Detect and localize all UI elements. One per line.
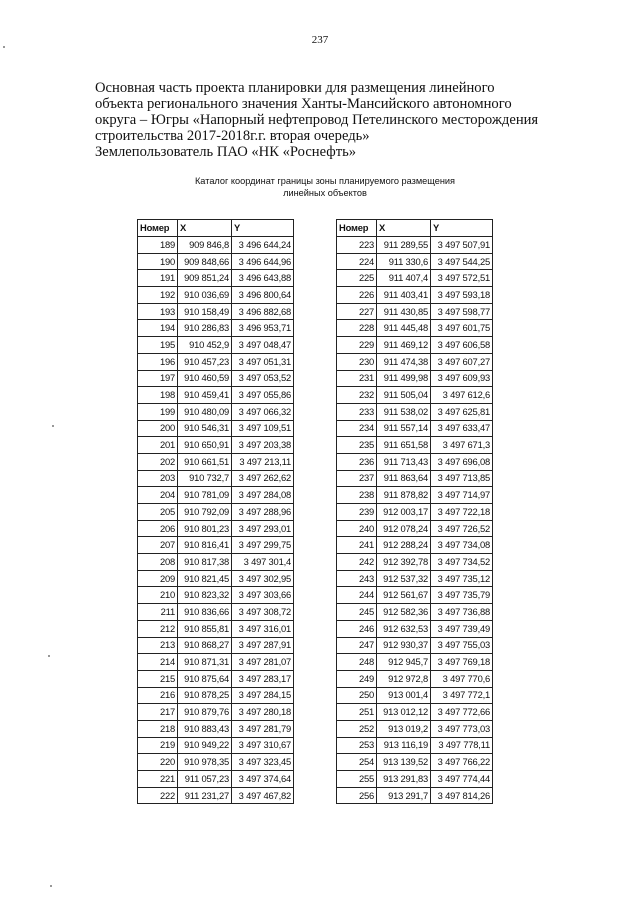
cell-y: 3 497 734,52: [431, 554, 493, 571]
cell-y: 3 497 625,81: [431, 403, 493, 420]
cell-x: 910 661,51: [178, 453, 232, 470]
table-row: [337, 370, 493, 387]
cell-x: 912 537,32: [377, 570, 431, 587]
cell-number: 199: [138, 403, 178, 420]
cell-y: 3 497 609,93: [431, 370, 493, 387]
table-row: [337, 320, 493, 337]
page-number: 237: [311, 34, 329, 46]
cell-x: 911 430,85: [377, 303, 431, 320]
cell-x: 910 949,22: [178, 737, 232, 754]
table-body-left: [138, 237, 294, 804]
cell-y: 3 497 735,79: [431, 587, 493, 604]
scan-speck: [3, 46, 5, 48]
cell-x: 911 505,04: [377, 387, 431, 404]
cell-y: 3 497 772,66: [431, 704, 493, 721]
table-row: [138, 654, 294, 671]
table-row: [337, 787, 493, 804]
table-header-row: [337, 220, 493, 237]
cell-y: 3 497 713,85: [431, 470, 493, 487]
cell-x: 910 459,41: [178, 387, 232, 404]
table-row: [337, 620, 493, 637]
cell-x: 910 546,31: [178, 420, 232, 437]
cell-x: 909 851,24: [178, 270, 232, 287]
cell-y: 3 497 374,64: [232, 771, 294, 788]
cell-y: 3 497 726,52: [431, 520, 493, 537]
cell-x: 913 012,12: [377, 704, 431, 721]
column-header-x: X: [377, 220, 431, 237]
coordinates-table-right: [336, 219, 493, 804]
table-row: [337, 704, 493, 721]
cell-x: 912 972,8: [377, 670, 431, 687]
cell-y: 3 497 281,07: [232, 654, 294, 671]
cell-y: 3 496 644,24: [232, 237, 294, 254]
table-row: [337, 487, 493, 504]
table-row: [138, 637, 294, 654]
table-row: [138, 270, 294, 287]
cell-y: 3 497 769,18: [431, 654, 493, 671]
cell-number: 223: [337, 237, 377, 254]
cell-x: 910 650,91: [178, 437, 232, 454]
cell-number: 232: [337, 387, 377, 404]
cell-y: 3 497 696,08: [431, 453, 493, 470]
cell-x: 910 817,38: [178, 554, 232, 571]
cell-x: 912 632,53: [377, 620, 431, 637]
cell-y: 3 497 299,75: [232, 537, 294, 554]
cell-x: 910 823,32: [178, 587, 232, 604]
column-header-number: Номер: [337, 220, 377, 237]
cell-number: 249: [337, 670, 377, 687]
cell-number: 253: [337, 737, 377, 754]
cell-x: 911 403,41: [377, 287, 431, 304]
cell-x: 913 139,52: [377, 754, 431, 771]
scan-speck: [50, 885, 52, 887]
cell-number: 254: [337, 754, 377, 771]
cell-y: 3 497 281,79: [232, 720, 294, 737]
table-body-right: [337, 237, 493, 804]
cell-number: 212: [138, 620, 178, 637]
scan-speck: [48, 655, 50, 657]
cell-x: 911 474,38: [377, 353, 431, 370]
table-row: [138, 403, 294, 420]
table-row: [138, 687, 294, 704]
cell-number: 233: [337, 403, 377, 420]
cell-number: 229: [337, 337, 377, 354]
cell-number: 213: [138, 637, 178, 654]
cell-number: 203: [138, 470, 178, 487]
table-row: [337, 737, 493, 754]
table-row: [337, 403, 493, 420]
cell-x: 911 651,58: [377, 437, 431, 454]
cell-number: 200: [138, 420, 178, 437]
column-header-y: Y: [431, 220, 493, 237]
table-row: [337, 504, 493, 521]
cell-y: 3 496 882,68: [232, 303, 294, 320]
cell-x: 911 057,23: [178, 771, 232, 788]
table-row: [138, 320, 294, 337]
cell-y: 3 497 055,86: [232, 387, 294, 404]
cell-y: 3 497 544,25: [431, 253, 493, 270]
cell-y: 3 497 772,1: [431, 687, 493, 704]
cell-x: 912 945,7: [377, 654, 431, 671]
cell-x: 910 781,09: [178, 487, 232, 504]
column-header-number: Номер: [138, 220, 178, 237]
cell-x: 911 469,12: [377, 337, 431, 354]
cell-number: 239: [337, 504, 377, 521]
column-header-y: Y: [232, 220, 294, 237]
cell-x: 912 392,78: [377, 554, 431, 571]
cell-x: 911 289,55: [377, 237, 431, 254]
cell-number: 221: [138, 771, 178, 788]
table-row: [138, 754, 294, 771]
cell-x: 911 330,6: [377, 253, 431, 270]
cell-y: 3 497 302,95: [232, 570, 294, 587]
cell-number: 241: [337, 537, 377, 554]
cell-y: 3 497 048,47: [232, 337, 294, 354]
table-row: [138, 470, 294, 487]
cell-y: 3 497 814,26: [431, 787, 493, 804]
cell-y: 3 497 066,32: [232, 403, 294, 420]
cell-number: 255: [337, 771, 377, 788]
table-row: [138, 337, 294, 354]
table-row: [337, 287, 493, 304]
heading-line: округа – Югры «Напорный нефтепровод Петелинского месторождения: [95, 112, 539, 128]
cell-number: 222: [138, 787, 178, 804]
cell-number: 252: [337, 720, 377, 737]
cell-x: 910 871,31: [178, 654, 232, 671]
table-row: [138, 787, 294, 804]
cell-x: 912 561,67: [377, 587, 431, 604]
cell-number: 216: [138, 687, 178, 704]
table-row: [138, 253, 294, 270]
cell-number: 237: [337, 470, 377, 487]
cell-x: 911 499,98: [377, 370, 431, 387]
table-row: [337, 437, 493, 454]
cell-number: 193: [138, 303, 178, 320]
table-row: [138, 720, 294, 737]
cell-x: 911 407,4: [377, 270, 431, 287]
cell-number: 248: [337, 654, 377, 671]
cell-y: 3 497 773,03: [431, 720, 493, 737]
table-row: [337, 654, 493, 671]
table-row: [138, 554, 294, 571]
cell-x: 911 445,48: [377, 320, 431, 337]
cell-x: 913 291,83: [377, 771, 431, 788]
cell-number: 250: [337, 687, 377, 704]
table-row: [138, 704, 294, 721]
cell-number: 243: [337, 570, 377, 587]
catalog-title-line: линейных объектов: [283, 188, 367, 198]
cell-number: 192: [138, 287, 178, 304]
cell-number: 210: [138, 587, 178, 604]
cell-y: 3 497 301,4: [232, 554, 294, 571]
document-heading: [95, 80, 565, 160]
cell-number: 205: [138, 504, 178, 521]
cell-y: 3 497 109,51: [232, 420, 294, 437]
table-row: [337, 453, 493, 470]
cell-x: 910 286,83: [178, 320, 232, 337]
coordinates-table-left: [137, 219, 294, 804]
table-row: [337, 637, 493, 654]
cell-y: 3 496 644,96: [232, 253, 294, 270]
cell-x: 910 879,76: [178, 704, 232, 721]
table-row: [337, 337, 493, 354]
cell-y: 3 497 284,08: [232, 487, 294, 504]
table-row: [138, 537, 294, 554]
cell-number: 227: [337, 303, 377, 320]
table-row: [337, 237, 493, 254]
cell-number: 204: [138, 487, 178, 504]
cell-x: 910 452,9: [178, 337, 232, 354]
cell-y: 3 497 308,72: [232, 604, 294, 621]
cell-x: 910 801,23: [178, 520, 232, 537]
cell-number: 228: [337, 320, 377, 337]
table-row: [337, 537, 493, 554]
cell-x: 910 816,41: [178, 537, 232, 554]
table-row: [138, 604, 294, 621]
table-row: [138, 504, 294, 521]
table-row: [337, 670, 493, 687]
cell-number: 197: [138, 370, 178, 387]
cell-y: 3 497 607,27: [431, 353, 493, 370]
cell-y: 3 497 601,75: [431, 320, 493, 337]
cell-y: 3 496 643,88: [232, 270, 294, 287]
cell-number: 207: [138, 537, 178, 554]
table-row: [138, 520, 294, 537]
cell-y: 3 497 735,12: [431, 570, 493, 587]
cell-number: 245: [337, 604, 377, 621]
cell-x: 911 713,43: [377, 453, 431, 470]
cell-x: 912 930,37: [377, 637, 431, 654]
catalog-title-line: Каталог координат границы зоны планируемого размещения: [194, 176, 456, 186]
cell-y: 3 497 323,45: [232, 754, 294, 771]
table-row: [138, 587, 294, 604]
cell-number: 230: [337, 353, 377, 370]
cell-x: 910 460,59: [178, 370, 232, 387]
cell-number: 198: [138, 387, 178, 404]
cell-y: 3 496 800,64: [232, 287, 294, 304]
cell-y: 3 497 293,01: [232, 520, 294, 537]
cell-y: 3 497 633,47: [431, 420, 493, 437]
cell-y: 3 497 598,77: [431, 303, 493, 320]
cell-number: 247: [337, 637, 377, 654]
table-row: [138, 303, 294, 320]
heading-line: объекта регионального значения Ханты-Мансийского автономного: [95, 96, 512, 112]
cell-x: 910 480,09: [178, 403, 232, 420]
cell-y: 3 497 467,82: [232, 787, 294, 804]
table-row: [337, 587, 493, 604]
cell-number: 236: [337, 453, 377, 470]
cell-y: 3 497 310,67: [232, 737, 294, 754]
cell-x: 910 878,25: [178, 687, 232, 704]
cell-y: 3 497 053,52: [232, 370, 294, 387]
table-row: [138, 453, 294, 470]
cell-x: 911 231,27: [178, 787, 232, 804]
cell-y: 3 497 213,11: [232, 453, 294, 470]
cell-y: 3 497 572,51: [431, 270, 493, 287]
cell-x: 910 875,64: [178, 670, 232, 687]
cell-number: 202: [138, 453, 178, 470]
cell-number: 214: [138, 654, 178, 671]
cell-number: 190: [138, 253, 178, 270]
table-row: [138, 737, 294, 754]
cell-number: 238: [337, 487, 377, 504]
table-row: [337, 687, 493, 704]
cell-x: 910 792,09: [178, 504, 232, 521]
table-row: [337, 303, 493, 320]
cell-x: 910 978,35: [178, 754, 232, 771]
cell-x: 911 557,14: [377, 420, 431, 437]
cell-number: 201: [138, 437, 178, 454]
cell-y: 3 497 303,66: [232, 587, 294, 604]
cell-y: 3 497 736,88: [431, 604, 493, 621]
table-row: [337, 420, 493, 437]
cell-number: 234: [337, 420, 377, 437]
table-row: [337, 270, 493, 287]
cell-x: 910 036,69: [178, 287, 232, 304]
cell-x: 913 019,2: [377, 720, 431, 737]
table-row: [138, 237, 294, 254]
cell-y: 3 497 288,96: [232, 504, 294, 521]
cell-y: 3 497 262,62: [232, 470, 294, 487]
table-row: [138, 570, 294, 587]
cell-number: 191: [138, 270, 178, 287]
table-row: [138, 420, 294, 437]
cell-y: 3 497 734,08: [431, 537, 493, 554]
cell-y: 3 497 671,3: [431, 437, 493, 454]
table-row: [337, 253, 493, 270]
cell-number: 244: [337, 587, 377, 604]
table-row: [337, 387, 493, 404]
cell-y: 3 497 507,91: [431, 237, 493, 254]
cell-y: 3 497 612,6: [431, 387, 493, 404]
cell-number: 211: [138, 604, 178, 621]
cell-y: 3 497 714,97: [431, 487, 493, 504]
cell-number: 215: [138, 670, 178, 687]
table-row: [337, 520, 493, 537]
cell-y: 3 497 755,03: [431, 637, 493, 654]
table-row: [138, 287, 294, 304]
cell-y: 3 497 051,31: [232, 353, 294, 370]
cell-x: 913 116,19: [377, 737, 431, 754]
column-header-x: X: [178, 220, 232, 237]
cell-number: 225: [337, 270, 377, 287]
cell-y: 3 497 778,11: [431, 737, 493, 754]
cell-x: 912 078,24: [377, 520, 431, 537]
cell-y: 3 497 203,38: [232, 437, 294, 454]
cell-x: 910 732,7: [178, 470, 232, 487]
table-row: [337, 720, 493, 737]
table-row: [337, 771, 493, 788]
cell-x: 913 291,7: [377, 787, 431, 804]
table-row: [138, 353, 294, 370]
cell-y: 3 497 606,58: [431, 337, 493, 354]
cell-x: 910 883,43: [178, 720, 232, 737]
table-row: [337, 570, 493, 587]
cell-y: 3 497 739,49: [431, 620, 493, 637]
cell-x: 912 582,36: [377, 604, 431, 621]
cell-number: 209: [138, 570, 178, 587]
cell-number: 218: [138, 720, 178, 737]
cell-x: 909 846,8: [178, 237, 232, 254]
heading-line: строительства 2017-2018г.г. вторая очередь»: [95, 128, 370, 144]
cell-x: 910 868,27: [178, 637, 232, 654]
table-row: [138, 771, 294, 788]
cell-y: 3 497 280,18: [232, 704, 294, 721]
cell-number: 224: [337, 253, 377, 270]
cell-number: 251: [337, 704, 377, 721]
table-row: [337, 754, 493, 771]
cell-x: 911 878,82: [377, 487, 431, 504]
table-row: [337, 470, 493, 487]
table-row: [138, 370, 294, 387]
cell-y: 3 497 593,18: [431, 287, 493, 304]
cell-number: 195: [138, 337, 178, 354]
cell-x: 912 003,17: [377, 504, 431, 521]
table-row: [138, 387, 294, 404]
cell-y: 3 497 770,6: [431, 670, 493, 687]
cell-number: 217: [138, 704, 178, 721]
cell-number: 220: [138, 754, 178, 771]
land-user-line: Землепользователь ПАО «НК «Роснефть»: [95, 144, 357, 160]
heading-line: Основная часть проекта планировки для размещения линейного: [95, 80, 495, 96]
cell-number: 226: [337, 287, 377, 304]
cell-x: 911 863,64: [377, 470, 431, 487]
scan-speck: [52, 425, 54, 427]
cell-y: 3 497 316,01: [232, 620, 294, 637]
cell-x: 910 855,81: [178, 620, 232, 637]
cell-y: 3 497 766,22: [431, 754, 493, 771]
table-row: [337, 604, 493, 621]
cell-y: 3 497 722,18: [431, 504, 493, 521]
table-row: [337, 554, 493, 571]
cell-x: 910 457,23: [178, 353, 232, 370]
cell-x: 910 821,45: [178, 570, 232, 587]
table-row: [138, 620, 294, 637]
catalog-title: [160, 175, 490, 199]
cell-y: 3 497 774,44: [431, 771, 493, 788]
cell-x: 910 158,49: [178, 303, 232, 320]
cell-number: 206: [138, 520, 178, 537]
table-row: [337, 353, 493, 370]
table-row: [138, 670, 294, 687]
cell-y: 3 496 953,71: [232, 320, 294, 337]
table-header-row: [138, 220, 294, 237]
cell-y: 3 497 287,91: [232, 637, 294, 654]
cell-number: 194: [138, 320, 178, 337]
cell-number: 196: [138, 353, 178, 370]
cell-y: 3 497 284,15: [232, 687, 294, 704]
cell-x: 909 848,66: [178, 253, 232, 270]
cell-x: 911 538,02: [377, 403, 431, 420]
table-row: [138, 487, 294, 504]
cell-number: 189: [138, 237, 178, 254]
table-row: [138, 437, 294, 454]
cell-x: 910 836,66: [178, 604, 232, 621]
cell-number: 246: [337, 620, 377, 637]
cell-y: 3 497 283,17: [232, 670, 294, 687]
cell-number: 231: [337, 370, 377, 387]
cell-x: 913 001,4: [377, 687, 431, 704]
cell-number: 235: [337, 437, 377, 454]
cell-number: 242: [337, 554, 377, 571]
cell-x: 912 288,24: [377, 537, 431, 554]
cell-number: 208: [138, 554, 178, 571]
cell-number: 240: [337, 520, 377, 537]
cell-number: 219: [138, 737, 178, 754]
cell-number: 256: [337, 787, 377, 804]
